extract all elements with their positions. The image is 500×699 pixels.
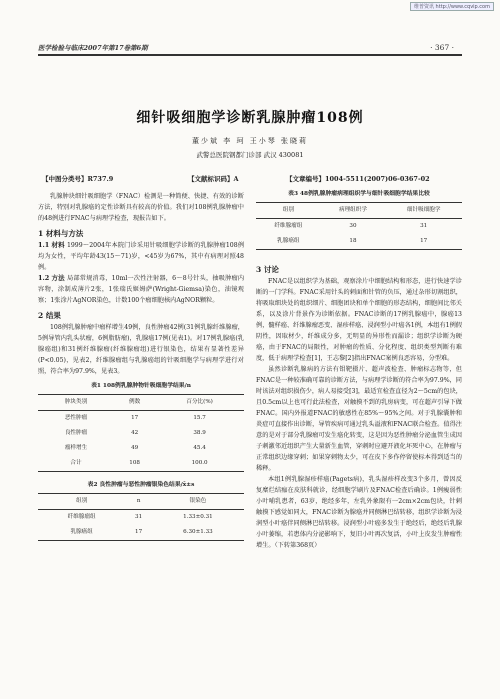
table-cell: 31	[420, 223, 428, 229]
table-cell: 纤维腺瘤组	[274, 223, 303, 229]
watermark: 维普资讯 http://www.cqvip.com	[410, 2, 494, 11]
section-2-heading: 2 结果	[38, 311, 61, 320]
table-row	[38, 441, 244, 456]
table-2	[38, 493, 244, 541]
table-1	[38, 394, 244, 472]
journal-header: 医学检验与临床2007年第17卷第6期	[38, 44, 148, 52]
table-row	[38, 426, 244, 441]
section-1-2-text: 局部常规消毒，10ml一次性注射器，6～8号针头，抽吸肿瘤内容物，涂制成薄片2张，1张瑞氏姬姆萨(Wright-Giemsa)染色，油镜观察；1张涂片AgNOR染色，计数100个瘤细胞核内AgNOR颗粒。	[38, 275, 245, 304]
section-1-1	[38, 240, 244, 273]
table-cell: 乳腺癌组	[70, 529, 93, 535]
table-cell: 良性肿瘤	[64, 430, 88, 436]
article-title: 细针吸细胞学诊断乳腺肿瘤108例	[136, 110, 364, 126]
section-1-2-label: 方法	[51, 274, 65, 282]
table-header-cell: 组别	[282, 207, 294, 213]
table-cell: 49	[131, 445, 139, 451]
section-1-2-number: 1.2	[38, 274, 50, 282]
left-column	[38, 191, 244, 541]
table-row	[38, 456, 244, 472]
header-rule	[38, 54, 462, 56]
document-code: 【文献标识码】A	[188, 175, 239, 183]
affiliation: 武警总医院钢都门诊部 武汉 430081	[196, 151, 304, 159]
results-paragraph: 108例乳腺肿瘤中瘤样增生49例，良性肿瘤42例(31例乳腺纤维腺瘤，5例导管内乳头状瘤，6例脂肪瘤)，乳腺癌17例(见表1)。对17例乳腺癌(乳腺癌组)和31例纤维腺瘤(纤维腺瘤组)进行银染色，结果有显著性差异(P<0.05)，见表2，纤维腺瘤组与乳腺癌组的针吸细胞学与病理学进行对照，符合率为97.9%，见表3。	[38, 324, 244, 375]
table-1-caption: 表1 108例乳腺肿物针吸细胞学结果/n	[91, 383, 191, 389]
section-1-1-number: 1.1	[38, 241, 50, 249]
table-cell: 45.4	[193, 445, 206, 451]
table-cell: 1.33±0.31	[183, 514, 213, 520]
table-cell: 乳腺癌组	[277, 238, 300, 244]
section-1-2	[38, 273, 244, 306]
authors: 董少斌 李 珂 王小琴 张晓莉	[192, 137, 308, 145]
section-3-heading: 3 讨论	[256, 265, 279, 274]
discussion-paragraph-2: 虽然诊断乳腺病的方法有钼靶摄片、超声波检查、肿瘤标志物等，但FNAC是一种较准确可靠的诊断方法，与病理学诊断的符合率为97.9%，同时该法对组织损伤少，病人易接受[3]，最适宜检查直径为2～5cm的包块，且0.5cm以上也可行此法检查，对触摸不到的乳房病变，可在超声引导下做FNAC。国内外报道FNAC的敏感性在85%～95%之间。对于乳腺囊肿和炎症可直接作出诊断，导管疾病可通过乳头溢液和FNAC联合检查。值得注意的是对于部分乳腺瘤可发生癌化转变，这是因为恶性肿瘤分泌血管生成因子刺激邻近组织产生大量新生血管，穿刺时应避开液化坏死中心，在肿瘤与正常组织边缘穿刺；如果穿刺物太少，可在皮下多作停留使标本得到适当的稀释。	[256, 366, 462, 472]
table-cell: 100.0	[191, 460, 208, 466]
article-number: 【文章编号】1004-5511(2007)06-0367-02	[286, 175, 430, 183]
discussion-paragraph-3: 本组1例乳腺湿疹样癌(Pagets病)，乳头湿疹样改变3个多月，曾因反复糜烂结痂在皮肤科就诊，经细胞学刷片及FNAC检查后确诊。1例瘦弱性小叶哺乳患者，63岁，绝经多年，左乳外象限有一2cm×2cm包块，针刺触摸下感觉如同大，FNAC诊断为腺癌并同侧淋巴结转移，组织学诊断为浸润型小叶癌伴同侧淋巴结转移。浸润型小叶癌多发生于绝经后，绝经后乳腺小叶萎缩，若患体内分泌影响下，复旧小叶再次复活，小叶上皮发生肿瘤性增生。（下转第368页）	[256, 476, 462, 549]
table-cell: 30	[349, 223, 357, 229]
page-number: · 367 ·	[430, 43, 454, 52]
table-3-caption: 表3 48例乳腺肿瘤病理组织学与细针吸细胞学结果比较	[288, 191, 430, 197]
table-cell: 17	[131, 415, 139, 421]
table-cell: 42	[131, 430, 139, 436]
table-cell: 18	[349, 238, 357, 244]
table-cell: 纤维腺瘤组	[67, 514, 96, 520]
table-row	[38, 510, 244, 526]
table-2-caption: 表2 良性肿瘤与恶性肿瘤银染色结果/x̄±s	[87, 482, 195, 488]
table-cell: 17	[420, 238, 428, 244]
table-cell: 恶性肿瘤	[64, 415, 88, 421]
table-row	[38, 525, 244, 541]
table-cell: 31	[135, 514, 143, 520]
table-header-cell: 病理组织学	[338, 207, 367, 213]
table-3	[256, 202, 462, 250]
table-cell: 合计	[70, 460, 82, 466]
classification-number: 【中图分类号】R737.9	[42, 175, 114, 183]
table-header-cell: 百分比(%)	[186, 399, 213, 405]
table-row	[38, 411, 244, 427]
table-header-cell: 银染色	[189, 498, 207, 504]
right-column	[256, 189, 462, 551]
table-cell: 17	[135, 529, 143, 535]
table-header-cell: 肿块类别	[64, 399, 88, 405]
table-header-cell: 细针吸细胞学	[406, 207, 441, 213]
table-header-cell: 例数	[129, 399, 141, 405]
table-row	[256, 219, 462, 235]
table-cell: 6.30±1.33	[183, 529, 213, 535]
table-cell: 瘤样增生	[64, 445, 88, 451]
table-row	[256, 234, 462, 250]
table-header-cell: n	[136, 498, 141, 504]
section-1-heading: 1 材料与方法	[38, 229, 84, 238]
table-cell: 15.7	[193, 415, 206, 421]
intro-paragraph: 乳腺肿块细针吸细胞学（FNAC）检测是一种简便、快捷、有效的诊断方法，特别对乳腺癌的定性诊断具有较高的价值。我们对108例乳腺肿瘤中的48例进行FNAC与病理学检查，现报告如下。	[38, 193, 244, 222]
section-1-1-text: 1999～2004年本院门诊采用针吸细胞学诊断的乳腺肿瘤108例均为女性，平均年龄43(15～71)岁，<45岁为67%，其中有病理对照48例。	[38, 242, 245, 271]
section-1-1-label: 材料	[51, 241, 65, 249]
table-cell: 108	[129, 460, 140, 466]
table-header-cell: 组别	[76, 498, 88, 504]
table-cell: 38.9	[193, 430, 206, 436]
discussion-paragraph-1: FNAC是以组织学为基础，观察涂片中细胞结构和形态，进行快速学诊断的一门学科。FNAC采用针头的刺面和针管的负压，通过杂形切割组织，将吸取细块处的组织细片、细胞团块和单个细胞的形态结构，细胞间比邻关系，以及涂片背景作为诊断依据。FNAC诊断的17例乳腺癌中，腺癌13例，髓样癌、纤维腺瘤恶变、湿疹样癌、浸润型小叶癌各1例，本组有1例假阴性，因取材少，纤维成分多，无明显的异形性而漏诊；组织学诊断为硬癌，由于FNAC的局限性，对肿瘤的性质、分化程度、组织类型判断有难度，低于病理学检查[1]，王志黎[2]指出FNAC案例良恶容易，分型难。	[256, 278, 462, 362]
